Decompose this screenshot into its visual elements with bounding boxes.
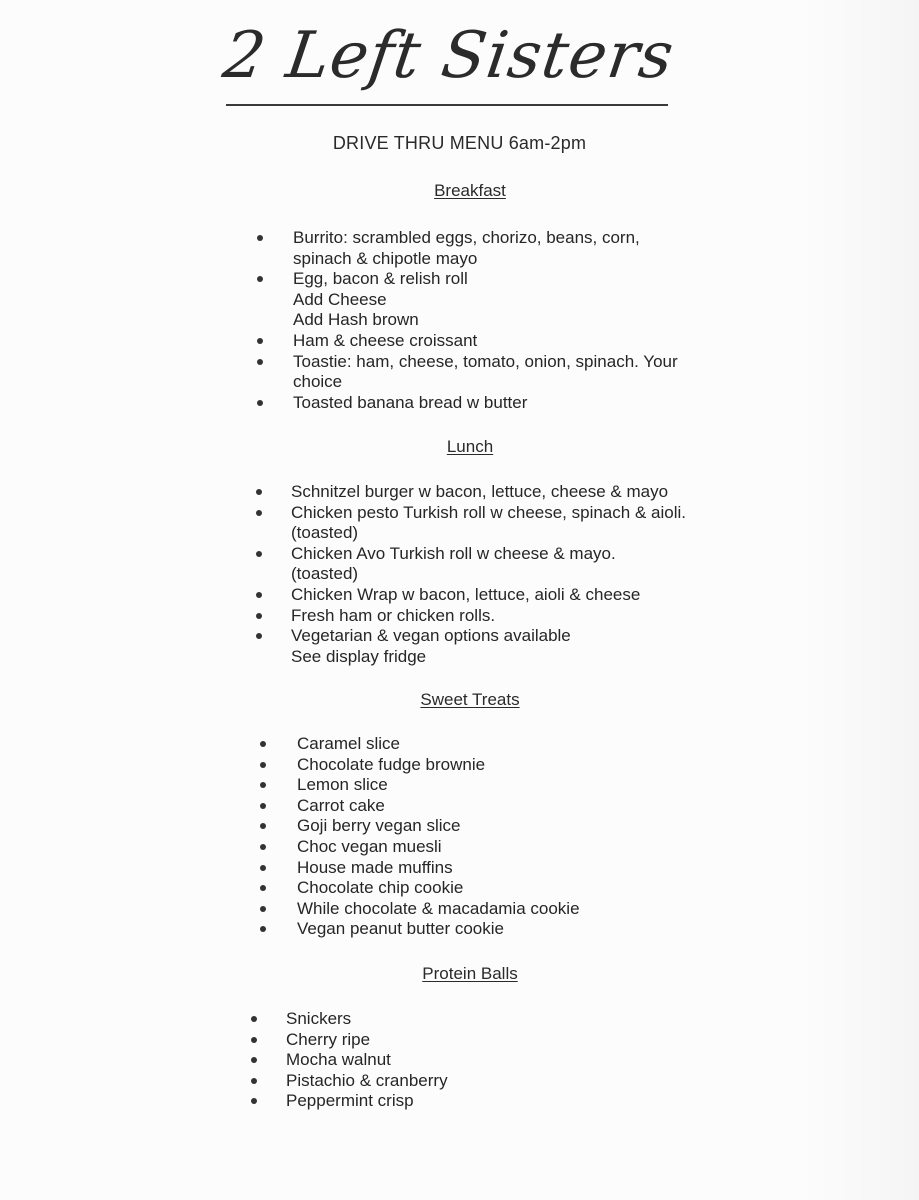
menu-item-text: Schnitzel burger w bacon, lettuce, cheese & mayo (291, 482, 669, 501)
bullet-icon (260, 741, 266, 747)
bullet-icon (260, 926, 266, 932)
menu-item-text: Toasted banana bread w butter (293, 392, 528, 412)
menu-item (297, 919, 657, 940)
menu-item-text: Add Cheese (293, 289, 387, 309)
menu-item (297, 796, 657, 817)
bullet-icon (256, 613, 262, 619)
menu-item-text: Cherry ripe (286, 1029, 371, 1049)
bullet-icon (260, 782, 266, 788)
logo: 2 Left Sisters (218, 19, 679, 93)
bullet-icon (256, 633, 262, 639)
menu-item (297, 899, 657, 920)
menu-item-text: (toasted) (291, 523, 359, 543)
bullet-icon (251, 1016, 257, 1022)
menu-item-text: Egg, bacon & relish roll (293, 269, 468, 289)
sweet-treats-list (297, 734, 657, 940)
menu-item (293, 269, 733, 331)
menu-item-text: See display fridge (291, 646, 427, 666)
menu-item-text: Vegetarian & vegan options available (291, 626, 571, 646)
menu-item-text: Chicken Avo Turkish roll w cheese & mayo. (291, 543, 616, 563)
menu-item (297, 858, 657, 879)
bullet-icon (256, 510, 262, 516)
menu-item-text: Vegan peanut butter cookie (297, 919, 504, 939)
menu-item-text: Peppermint crisp (286, 1091, 414, 1111)
menu-item-text: Fresh ham or chicken rolls. (291, 605, 496, 625)
bullet-icon (260, 865, 266, 871)
menu-item-text: Chocolate chip cookie (297, 878, 464, 898)
bullet-icon (260, 803, 266, 809)
bullet-icon (251, 1057, 257, 1063)
section-heading-sweet-treats: Sweet Treats (420, 690, 520, 709)
bullet-icon (260, 844, 266, 850)
menu-item-text: Snickers (286, 1009, 352, 1028)
menu-item-text: (toasted) (291, 564, 359, 584)
menu-item (297, 734, 657, 755)
menu-item-text: Goji berry vegan slice (297, 816, 461, 836)
menu-title: DRIVE THRU MENU 6am-2pm (332, 133, 587, 153)
menu-item-text: Caramel slice (297, 734, 400, 753)
menu-item (291, 503, 731, 544)
menu-item-text: Add Hash brown (293, 310, 419, 330)
bullet-icon (257, 276, 263, 282)
section-heading-lunch: Lunch (446, 437, 494, 456)
menu-item (291, 585, 731, 606)
menu-item (293, 331, 733, 352)
section-heading-protein-balls: Protein Balls (422, 964, 518, 983)
breakfast-list (293, 228, 733, 413)
bullet-icon (260, 885, 266, 891)
menu-item (286, 1030, 586, 1051)
menu-item-text: Pistachio & cranberry (286, 1070, 448, 1090)
menu-item (297, 837, 657, 858)
bullet-icon (260, 762, 266, 768)
bullet-icon (256, 551, 262, 557)
menu-item-text: Choc vegan muesli (297, 836, 442, 856)
menu-item-text: Mocha walnut (286, 1050, 391, 1070)
bullet-icon (257, 338, 263, 344)
menu-item-text: House made muffins (297, 857, 453, 877)
menu-item (291, 626, 731, 667)
bullet-icon (257, 359, 263, 365)
menu-item-text: Lemon slice (297, 775, 388, 795)
menu-item (297, 816, 657, 837)
menu-item (293, 352, 733, 393)
menu-item-text: Ham & cheese croissant (293, 330, 478, 350)
menu-item (291, 482, 731, 503)
bullet-icon (256, 489, 262, 495)
menu-item (293, 393, 733, 414)
bullet-icon (251, 1037, 257, 1043)
section-heading-breakfast: Breakfast (434, 181, 506, 200)
protein-balls-list (286, 1009, 586, 1112)
menu-item-text: Chocolate fudge brownie (297, 754, 486, 774)
bullet-icon (260, 823, 266, 829)
menu-item (286, 1009, 586, 1030)
bullet-icon (257, 235, 263, 241)
bullet-icon (260, 906, 266, 912)
menu-item-text: Chicken pesto Turkish roll w cheese, spinach & aioli. (291, 502, 686, 522)
menu-item (297, 878, 657, 899)
menu-item (297, 775, 657, 796)
bullet-icon (256, 592, 262, 598)
menu-item (286, 1091, 586, 1112)
bullet-icon (257, 400, 263, 406)
menu-item (286, 1071, 586, 1092)
menu-item-text: Toastie: ham, cheese, tomato, onion, spinach. Your (293, 351, 678, 371)
bullet-icon (251, 1078, 257, 1084)
menu-item (297, 755, 657, 776)
menu-item-text: Chicken Wrap w bacon, lettuce, aioli & cheese (291, 584, 641, 604)
menu-item (291, 606, 731, 627)
logo-divider (226, 104, 668, 106)
menu-item (291, 544, 731, 585)
menu-item (286, 1050, 586, 1071)
menu-item-text: While chocolate & macadamia cookie (297, 898, 580, 918)
bullet-icon (251, 1098, 257, 1104)
lunch-list (291, 482, 731, 667)
scan-edge-shadow (797, 0, 919, 1200)
menu-item-text: choice (293, 372, 343, 392)
menu-item-text: spinach & chipotle mayo (293, 248, 478, 268)
menu-item (293, 228, 733, 269)
menu-item-text: Burrito: scrambled eggs, chorizo, beans, corn, (293, 228, 640, 247)
menu-item-text: Carrot cake (297, 795, 385, 815)
